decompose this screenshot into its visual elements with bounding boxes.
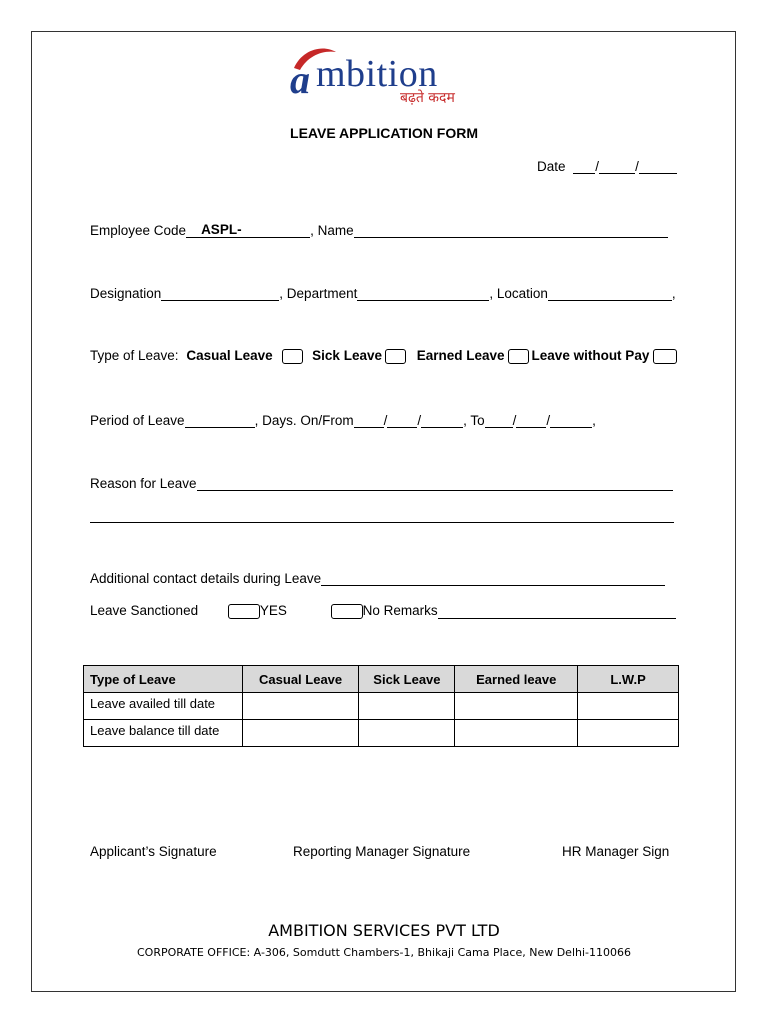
leave-type-row bbox=[90, 348, 677, 364]
casual-leave-checkbox[interactable] bbox=[282, 349, 303, 364]
table-header-cell: Earned leave bbox=[455, 666, 578, 693]
table-row bbox=[84, 693, 679, 720]
date-month-field[interactable] bbox=[599, 159, 635, 174]
period-row: Period of Leave , Days. On/From / / , To / / , bbox=[90, 413, 596, 428]
leave-without-pay-checkbox[interactable] bbox=[653, 349, 677, 364]
employee-row bbox=[90, 223, 668, 238]
table-cell[interactable] bbox=[578, 693, 679, 720]
manager-signature-label: Reporting Manager Signature bbox=[293, 844, 471, 859]
table-cell[interactable] bbox=[455, 720, 578, 747]
contact-row bbox=[90, 571, 665, 586]
department-field[interactable] bbox=[357, 286, 489, 301]
sanction-no-remarks-label: No Remarks bbox=[362, 603, 438, 618]
to-label: , To bbox=[463, 413, 485, 428]
table-cell[interactable] bbox=[242, 693, 359, 720]
row-end-comma: , bbox=[671, 286, 676, 301]
table-header-cell: Casual Leave bbox=[242, 666, 359, 693]
applicant-signature-label: Applicant’s Signature bbox=[90, 844, 217, 859]
designation-field[interactable] bbox=[161, 286, 279, 301]
designation-label: Designation bbox=[90, 286, 162, 301]
sanction-yes-label: YES bbox=[259, 603, 287, 618]
reason-row bbox=[90, 476, 673, 491]
date-row: Date / / bbox=[537, 159, 677, 174]
period-end-comma: , bbox=[592, 413, 596, 428]
employee-code-prefix: ASPL- bbox=[201, 222, 242, 237]
period-label: Period of Leave bbox=[90, 413, 185, 428]
hr-signature-label: HR Manager Sign bbox=[562, 844, 670, 859]
period-field[interactable] bbox=[185, 413, 255, 428]
contact-label: Additional contact details during Leave bbox=[90, 571, 322, 586]
days-from-label: , Days. On/From bbox=[254, 413, 354, 428]
from-day-field[interactable] bbox=[354, 413, 384, 428]
leave-balance-table bbox=[83, 665, 679, 747]
employee-code-field[interactable] bbox=[186, 223, 310, 238]
location-label: , Location bbox=[489, 286, 548, 301]
date-label: Date bbox=[537, 159, 566, 174]
footer-address: CORPORATE OFFICE: A-306, Somdutt Chambers-1, Bhikaji Cama Place, New Delhi-110066 bbox=[136, 946, 631, 959]
table-cell[interactable] bbox=[359, 720, 455, 747]
designation-row bbox=[90, 286, 676, 301]
sick-leave-checkbox[interactable] bbox=[385, 349, 406, 364]
earned-leave-checkbox[interactable] bbox=[508, 349, 529, 364]
location-field[interactable] bbox=[548, 286, 672, 301]
name-label: , Name bbox=[310, 223, 354, 238]
table-header-cell: Sick Leave bbox=[359, 666, 455, 693]
to-year-field[interactable] bbox=[550, 413, 592, 428]
sanction-yes-checkbox[interactable] bbox=[228, 604, 260, 619]
sanction-label: Leave Sanctioned bbox=[90, 603, 199, 618]
row-label-cell: Leave availed till date bbox=[84, 693, 243, 720]
option-earned-leave: Earned Leave bbox=[416, 348, 505, 363]
employee-code-label: Employee Code bbox=[90, 223, 187, 238]
from-month-field[interactable] bbox=[387, 413, 417, 428]
logo-wordmark: mbition bbox=[316, 53, 438, 95]
date-year-field[interactable] bbox=[639, 159, 677, 174]
form-title: LEAVE APPLICATION FORM bbox=[290, 125, 478, 141]
table-cell[interactable] bbox=[242, 720, 359, 747]
logo-initial: a bbox=[290, 57, 310, 102]
remarks-field[interactable] bbox=[438, 604, 676, 619]
logo-tagline: बढ़ते कदम bbox=[400, 90, 455, 106]
reason-field-line-2[interactable] bbox=[90, 522, 674, 523]
to-month-field[interactable] bbox=[516, 413, 546, 428]
table-header-cell: Type of Leave bbox=[84, 666, 243, 693]
sanction-no-checkbox[interactable] bbox=[331, 604, 363, 619]
table-cell[interactable] bbox=[455, 693, 578, 720]
department-label: , Department bbox=[279, 286, 358, 301]
row-label-cell: Leave balance till date bbox=[84, 720, 243, 747]
company-logo bbox=[290, 52, 490, 110]
table-header-row bbox=[84, 666, 679, 693]
option-casual-leave: Casual Leave bbox=[186, 348, 273, 363]
to-day-field[interactable] bbox=[485, 413, 513, 428]
reason-field[interactable] bbox=[197, 476, 673, 491]
option-sick-leave: Sick Leave bbox=[312, 348, 382, 363]
leave-type-label: Type of Leave: bbox=[90, 348, 179, 363]
reason-label: Reason for Leave bbox=[90, 476, 197, 491]
option-leave-without-pay: Leave without Pay bbox=[531, 348, 650, 363]
contact-field[interactable] bbox=[321, 571, 665, 586]
table-row bbox=[84, 720, 679, 747]
sanction-row bbox=[90, 603, 676, 619]
name-field[interactable] bbox=[354, 223, 668, 238]
date-day-field[interactable] bbox=[573, 159, 595, 174]
footer-company-name: AMBITION SERVICES PVT LTD bbox=[268, 921, 500, 940]
table-cell[interactable] bbox=[578, 720, 679, 747]
table-header-cell: L.W.P bbox=[578, 666, 679, 693]
table-cell[interactable] bbox=[359, 693, 455, 720]
from-year-field[interactable] bbox=[421, 413, 463, 428]
